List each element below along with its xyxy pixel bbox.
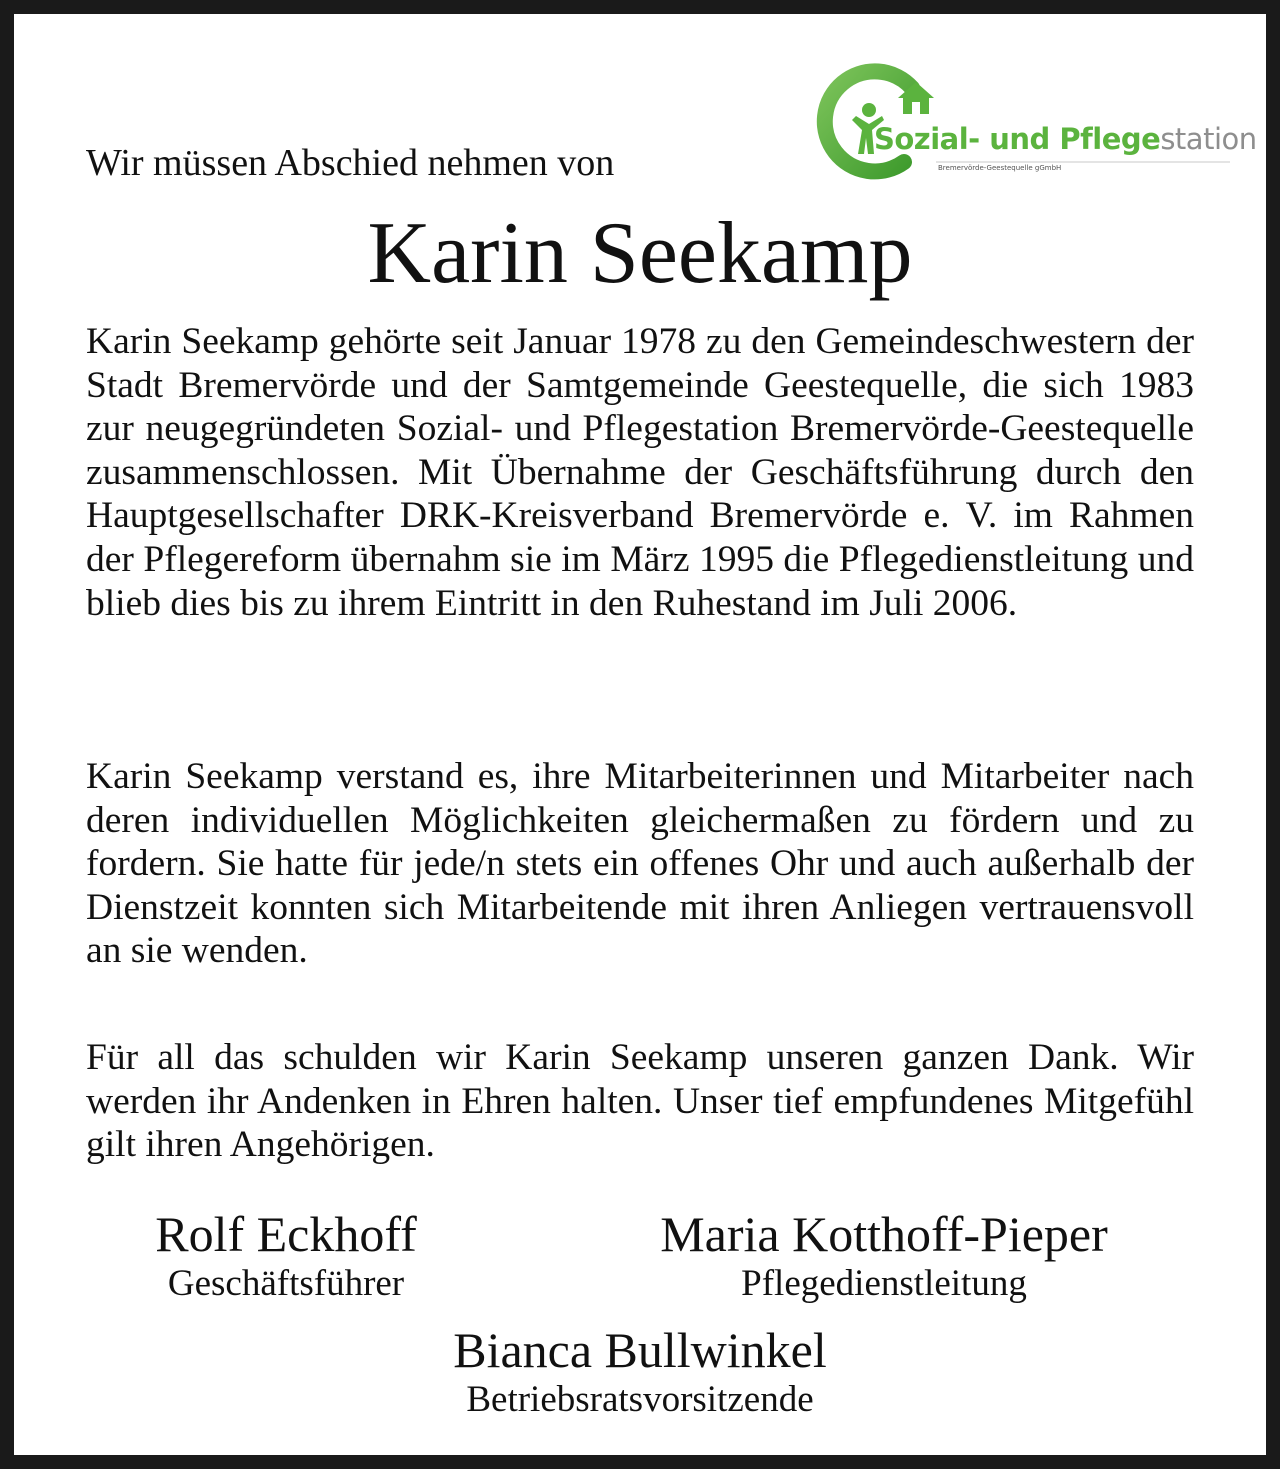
- signatory-role: Betriebsratsvorsitzende: [466, 1379, 814, 1420]
- obituary-notice: [14, 14, 1266, 1455]
- logo-wordmark-grey: station: [1160, 122, 1257, 156]
- signature-block: [390, 1322, 890, 1422]
- logo-subtitle: Bremervörde-Geestequelle gGmbH: [938, 164, 1062, 172]
- organization-logo: [810, 58, 1257, 186]
- logo-wordmark-green: Sozial- und Pflege: [874, 122, 1161, 156]
- paragraph-thanks: Für all das schulden wir Karin Seekamp unseren ganzen Dank. Wir werden ihr Andenken in Ehren halten. Unser tief empfundenes Mitgefühl gilt ihren Angehörigen.: [86, 1037, 1194, 1166]
- signatory-name: Rolf Eckhoff: [155, 1206, 417, 1262]
- paragraph-career: Karin Seekamp gehörte seit Januar 1978 zu den Gemeindeschwestern der Stadt Bremervörde und der Samtgemeinde Geestequelle, die sich 1983 zur neugegründeten Sozial- und Pflegestation Bremervörde-Geestequelle zusammenschlossen. Mit Übernahme der Geschäftsführung durch den Hauptgesellschafter DRK-Kreisverband Bremervörde e. V. im Rahmen der Pflegereform übernahm sie im März 1995 die Pflegedienstleitung und blieb dies bis zu ihrem Eintritt in den Ruhestand im Juli 2006.: [86, 321, 1194, 624]
- signature-block: [574, 1206, 1194, 1306]
- signature-block: [86, 1206, 486, 1306]
- signatory-role: Pflegedienstleitung: [741, 1263, 1027, 1304]
- intro-line: Wir müssen Abschied nehmen von: [86, 142, 615, 184]
- logo-wordmark: [874, 122, 1257, 156]
- signatory-role: Geschäftsführer: [167, 1263, 405, 1304]
- paragraph-character: Karin Seekamp verstand es, ihre Mitarbeiterinnen und Mitarbeiter nach deren individuellen Möglichkeiten gleichermaßen zu fördern und zu fordern. Sie hatte für jede/n stets ein offenes Ohr und auch außerhalb der Dienstzeit konnten sich Mitarbeitende mit ihren Anliegen vertrauensvoll an sie wenden.: [86, 756, 1194, 972]
- signatory-name: Bianca Bullwinkel: [453, 1322, 827, 1378]
- deceased-name: Karin Seekamp: [367, 205, 913, 302]
- signatory-name: Maria Kotthoff-Pieper: [660, 1206, 1108, 1262]
